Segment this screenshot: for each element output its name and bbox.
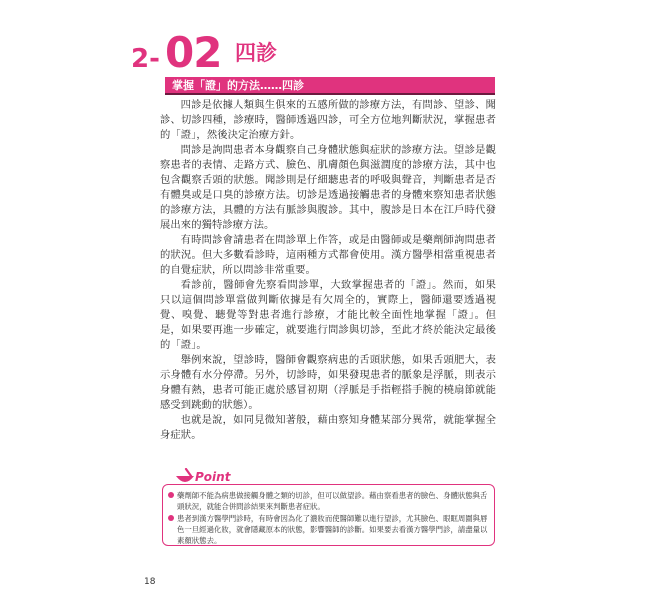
paragraph: 四診是依據人類與生俱來的五感所做的診療方法，有問診、望診、聞診、切診四種，診療時，醫師透過四診，可全方位地判斷狀況，掌握患者的「證」，然後決定治療方針。 [160,99,496,141]
point-item [168,513,490,546]
paragraph: 也就是說，如同見微知著般，藉由察知身體某部分異常，就能掌握全身症狀。 [160,414,496,441]
point-header [174,464,274,488]
bullet-icon [168,492,174,498]
point-list [168,490,490,547]
paragraph: 舉例來說，望診時，醫師會觀察病患的舌頭狀態，如果舌頭肥大，表示身體有水分停滯。另外，切診時，如果發現患者的脈象是浮脈，則表示身體有熱，患者可能正處於感冒初期（浮脈是手指輕搭手腕的橈扇節就能感受到跳動的狀態）。 [160,354,496,411]
chapter-number: 02 [165,28,222,77]
point-item-text: 患者到漢方醫學門診時，有時會因為化了濃妝而使醫師難以進行望診，尤其臉色、眼眶周圍與唇色一旦經過化妝，就會隱藏原本的狀態，影響醫師的診斷。如果要去看漢方醫學門診，請盡量以素顏狀態去。 [177,514,488,545]
point-item-text: 藥劑師不能為病患做接觸身體之類的切診，但可以做望診。藉由察看患者的臉色、身體狀態與舌頭狀況，就能合併問診結果來判斷患者症狀。 [177,491,488,511]
paragraph: 有時問診會請患者在問診單上作答，或是由醫師或是藥劑師詢問患者的狀況。但大多數看診時，這兩種方式都會使用。漢方醫學相當重視患者的自覺症狀，所以問診非常重要。 [160,234,496,276]
point-label: Point [195,470,231,484]
paragraph: 看診前，醫師會先察看問診單，大致掌握患者的「證」。然而，如果只以這個問診單當做判斷依據是有欠周全的，實際上，醫師還要透過視覺、嗅覺、聽覺等對患者進行診療，才能比較全面性地掌握「證」。但是，如果要再進一步確定，就要進行問診與切診，至此才終於能決定最後的「證」。 [160,279,496,351]
chapter-prefix: 2- [131,44,160,74]
chapter-heading [131,28,531,80]
chapter-title: 四診 [235,41,277,65]
body-text [160,98,496,443]
paragraph: 問診是詢問患者本身觀察自己身體狀態與症狀的診療方法。望診是觀察患者的表情、走路方式、臉色、肌膚顏色與滋潤度的診療方法，其中也包含觀察舌頭的狀態。聞診則是仔細聽患者的呼吸與聲音，判斷患者是否有體臭或是口臭的診療方法。切診是透過接觸患者的身體來察知患者狀態的診療方法，具體的方法有脈診與腹診。其中，腹診是日本在江戶時代發展出來的獨特診療方法。 [160,144,496,231]
point-item [168,490,490,512]
page-number: 18 [144,577,156,587]
section-subheading: 掌握「證」的方法……四診 [165,77,495,95]
mortar-pestle-icon [174,468,196,486]
bullet-icon [168,515,174,521]
